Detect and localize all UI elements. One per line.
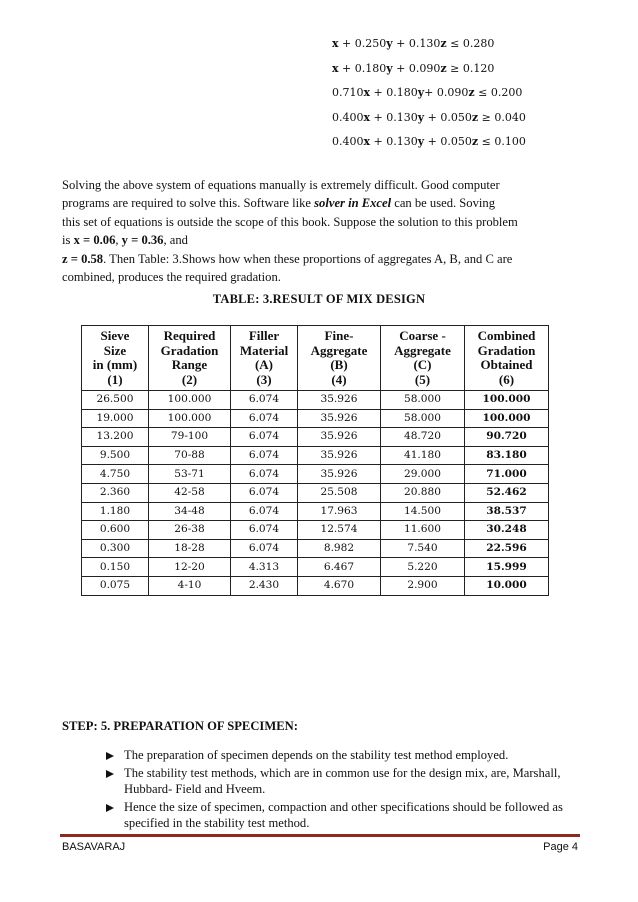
- paragraph-line: combined, produces the required gradation.: [62, 270, 281, 285]
- bullet-list: [106, 748, 576, 834]
- table-cell: 6.074: [231, 502, 298, 521]
- table-cell: 15.999: [465, 558, 549, 577]
- table-cell: 2.430: [231, 576, 298, 595]
- table-cell: 35.926: [298, 409, 381, 428]
- table-cell: 100.000: [465, 391, 549, 410]
- bullet-item: Hence the size of specimen, compaction and other specifications should be followed as specified in the stability test method.: [106, 800, 576, 831]
- table-cell: 1.180: [82, 502, 149, 521]
- mix-design-table: [81, 325, 549, 596]
- solution-paragraph: [62, 176, 582, 286]
- table-row: [82, 409, 549, 428]
- table-cell: 100.000: [149, 391, 231, 410]
- table-cell: 58.000: [381, 409, 465, 428]
- table-cell: 4-10: [149, 576, 231, 595]
- table-row: [82, 539, 549, 558]
- table-cell: 6.074: [231, 539, 298, 558]
- table-row: [82, 391, 549, 410]
- table-cell: 0.075: [82, 576, 149, 595]
- constraint-equations: [332, 32, 526, 155]
- footer-rule: [60, 834, 580, 837]
- table-cell: 26.500: [82, 391, 149, 410]
- column-header: Required Gradation Range (2): [149, 326, 231, 391]
- table-cell: 12-20: [149, 558, 231, 577]
- table-cell: 30.248: [465, 521, 549, 540]
- table-cell: 0.600: [82, 521, 149, 540]
- table-cell: 6.074: [231, 409, 298, 428]
- table-cell: 41.180: [381, 446, 465, 465]
- table-cell: 35.926: [298, 391, 381, 410]
- table-cell: 5.220: [381, 558, 465, 577]
- table-cell: 42-58: [149, 483, 231, 502]
- table-cell: 0.150: [82, 558, 149, 577]
- table-cell: 0.300: [82, 539, 149, 558]
- table-cell: 83.180: [465, 446, 549, 465]
- table-cell: 35.926: [298, 446, 381, 465]
- z-solution: z = 0.58: [62, 251, 104, 266]
- table-cell: 11.600: [381, 521, 465, 540]
- table-cell: 35.926: [298, 465, 381, 484]
- table-cell: 25.508: [298, 483, 381, 502]
- footer-page-number: Page 4: [543, 841, 578, 853]
- table-cell: 6.074: [231, 391, 298, 410]
- arrow-bullet-icon: [106, 752, 114, 760]
- arrow-bullet-icon: [106, 804, 114, 812]
- table-cell: 70-88: [149, 446, 231, 465]
- table-cell: 58.000: [381, 391, 465, 410]
- table-row: [82, 576, 549, 595]
- arrow-bullet-icon: [106, 770, 114, 778]
- column-header: Combined Gradation Obtained (6): [465, 326, 549, 391]
- table-cell: 71.000: [465, 465, 549, 484]
- table-cell: 100.000: [149, 409, 231, 428]
- table-cell: 13.200: [82, 428, 149, 447]
- table-row: [82, 558, 549, 577]
- y-solution: y = 0.36: [121, 233, 164, 248]
- column-header: Sieve Size in (mm) (1): [82, 326, 149, 391]
- table-cell: 19.000: [82, 409, 149, 428]
- table-cell: 90.720: [465, 428, 549, 447]
- table-cell: 6.074: [231, 521, 298, 540]
- bullet-item: The stability test methods, which are in common use for the design mix, are, Marshall, Hubbard- Field and Hveem.: [106, 766, 576, 797]
- table-cell: 6.074: [231, 465, 298, 484]
- table-cell: 35.926: [298, 428, 381, 447]
- equation-line: 0.400x + 0.130y + 0.050z ≤ 0.100: [332, 135, 526, 148]
- table-row: [82, 465, 549, 484]
- table-cell: 4.670: [298, 576, 381, 595]
- equation-line: x + 0.180y + 0.090z ≥ 0.120: [332, 61, 495, 75]
- x-solution: x = 0.06: [73, 233, 116, 248]
- table-body: [82, 391, 549, 596]
- bullet-item: The preparation of specimen depends on the stability test method employed.: [106, 748, 576, 764]
- table-row: [82, 502, 549, 521]
- table-cell: 53-71: [149, 465, 231, 484]
- step-heading: STEP: 5. PREPARATION OF SPECIMEN:: [62, 719, 298, 733]
- table-cell: 7.540: [381, 539, 465, 558]
- table-cell: 14.500: [381, 502, 465, 521]
- table-cell: 12.574: [298, 521, 381, 540]
- table-cell: 26-38: [149, 521, 231, 540]
- table-cell: 18-28: [149, 539, 231, 558]
- table-cell: 38.537: [465, 502, 549, 521]
- table-row: [82, 446, 549, 465]
- table-cell: 48.720: [381, 428, 465, 447]
- table-cell: 6.074: [231, 428, 298, 447]
- table-header-row: [82, 326, 549, 391]
- table-row: [82, 483, 549, 502]
- table-cell: 2.900: [381, 576, 465, 595]
- paragraph-line: programs are required to solve this. Software like solver in Excel can be used. Soving: [62, 196, 495, 211]
- column-header: Fine- Aggregate (B) (4): [298, 326, 381, 391]
- table-cell: 52.462: [465, 483, 549, 502]
- table-cell: 22.596: [465, 539, 549, 558]
- table-cell: 17.963: [298, 502, 381, 521]
- table-cell: 6.467: [298, 558, 381, 577]
- table-cell: 20.880: [381, 483, 465, 502]
- table-cell: 34-48: [149, 502, 231, 521]
- table-row: [82, 428, 549, 447]
- table-cell: 2.360: [82, 483, 149, 502]
- table-row: [82, 521, 549, 540]
- equation-line: 0.710x + 0.180y+ 0.090z ≤ 0.200: [332, 86, 523, 99]
- table-cell: 100.000: [465, 409, 549, 428]
- paragraph-line: Solving the above system of equations manually is extremely difficult. Good computer: [62, 178, 500, 192]
- footer-author: BASAVARAJ: [62, 841, 126, 853]
- table-cell: 79-100: [149, 428, 231, 447]
- paragraph-line: is x = 0.06, y = 0.36, and: [62, 233, 188, 248]
- table-cell: 29.000: [381, 465, 465, 484]
- equation-line: x + 0.250y + 0.130z ≤ 0.280: [332, 37, 495, 50]
- paragraph-line: this set of equations is outside the scope of this book. Suppose the solution to this problem: [62, 214, 518, 229]
- table-cell: 6.074: [231, 483, 298, 502]
- table-cell: 10.000: [465, 576, 549, 595]
- table-cell: 4.750: [82, 465, 149, 484]
- table-cell: 9.500: [82, 446, 149, 465]
- column-header: Coarse - Aggregate (C) (5): [381, 326, 465, 391]
- equation-line: 0.400x + 0.130y + 0.050z ≥ 0.040: [332, 110, 526, 124]
- solver-emphasis: solver in Excel: [314, 196, 392, 211]
- column-header: Filler Material (A) (3): [231, 326, 298, 391]
- table-cell: 6.074: [231, 446, 298, 465]
- table-cell: 8.982: [298, 539, 381, 558]
- table-cell: 4.313: [231, 558, 298, 577]
- table-title: TABLE: 3.RESULT OF MIX DESIGN: [212, 292, 426, 306]
- paragraph-line: z = 0.58. Then Table: 3.Shows how when these proportions of aggregates A, B, and C are: [62, 251, 513, 266]
